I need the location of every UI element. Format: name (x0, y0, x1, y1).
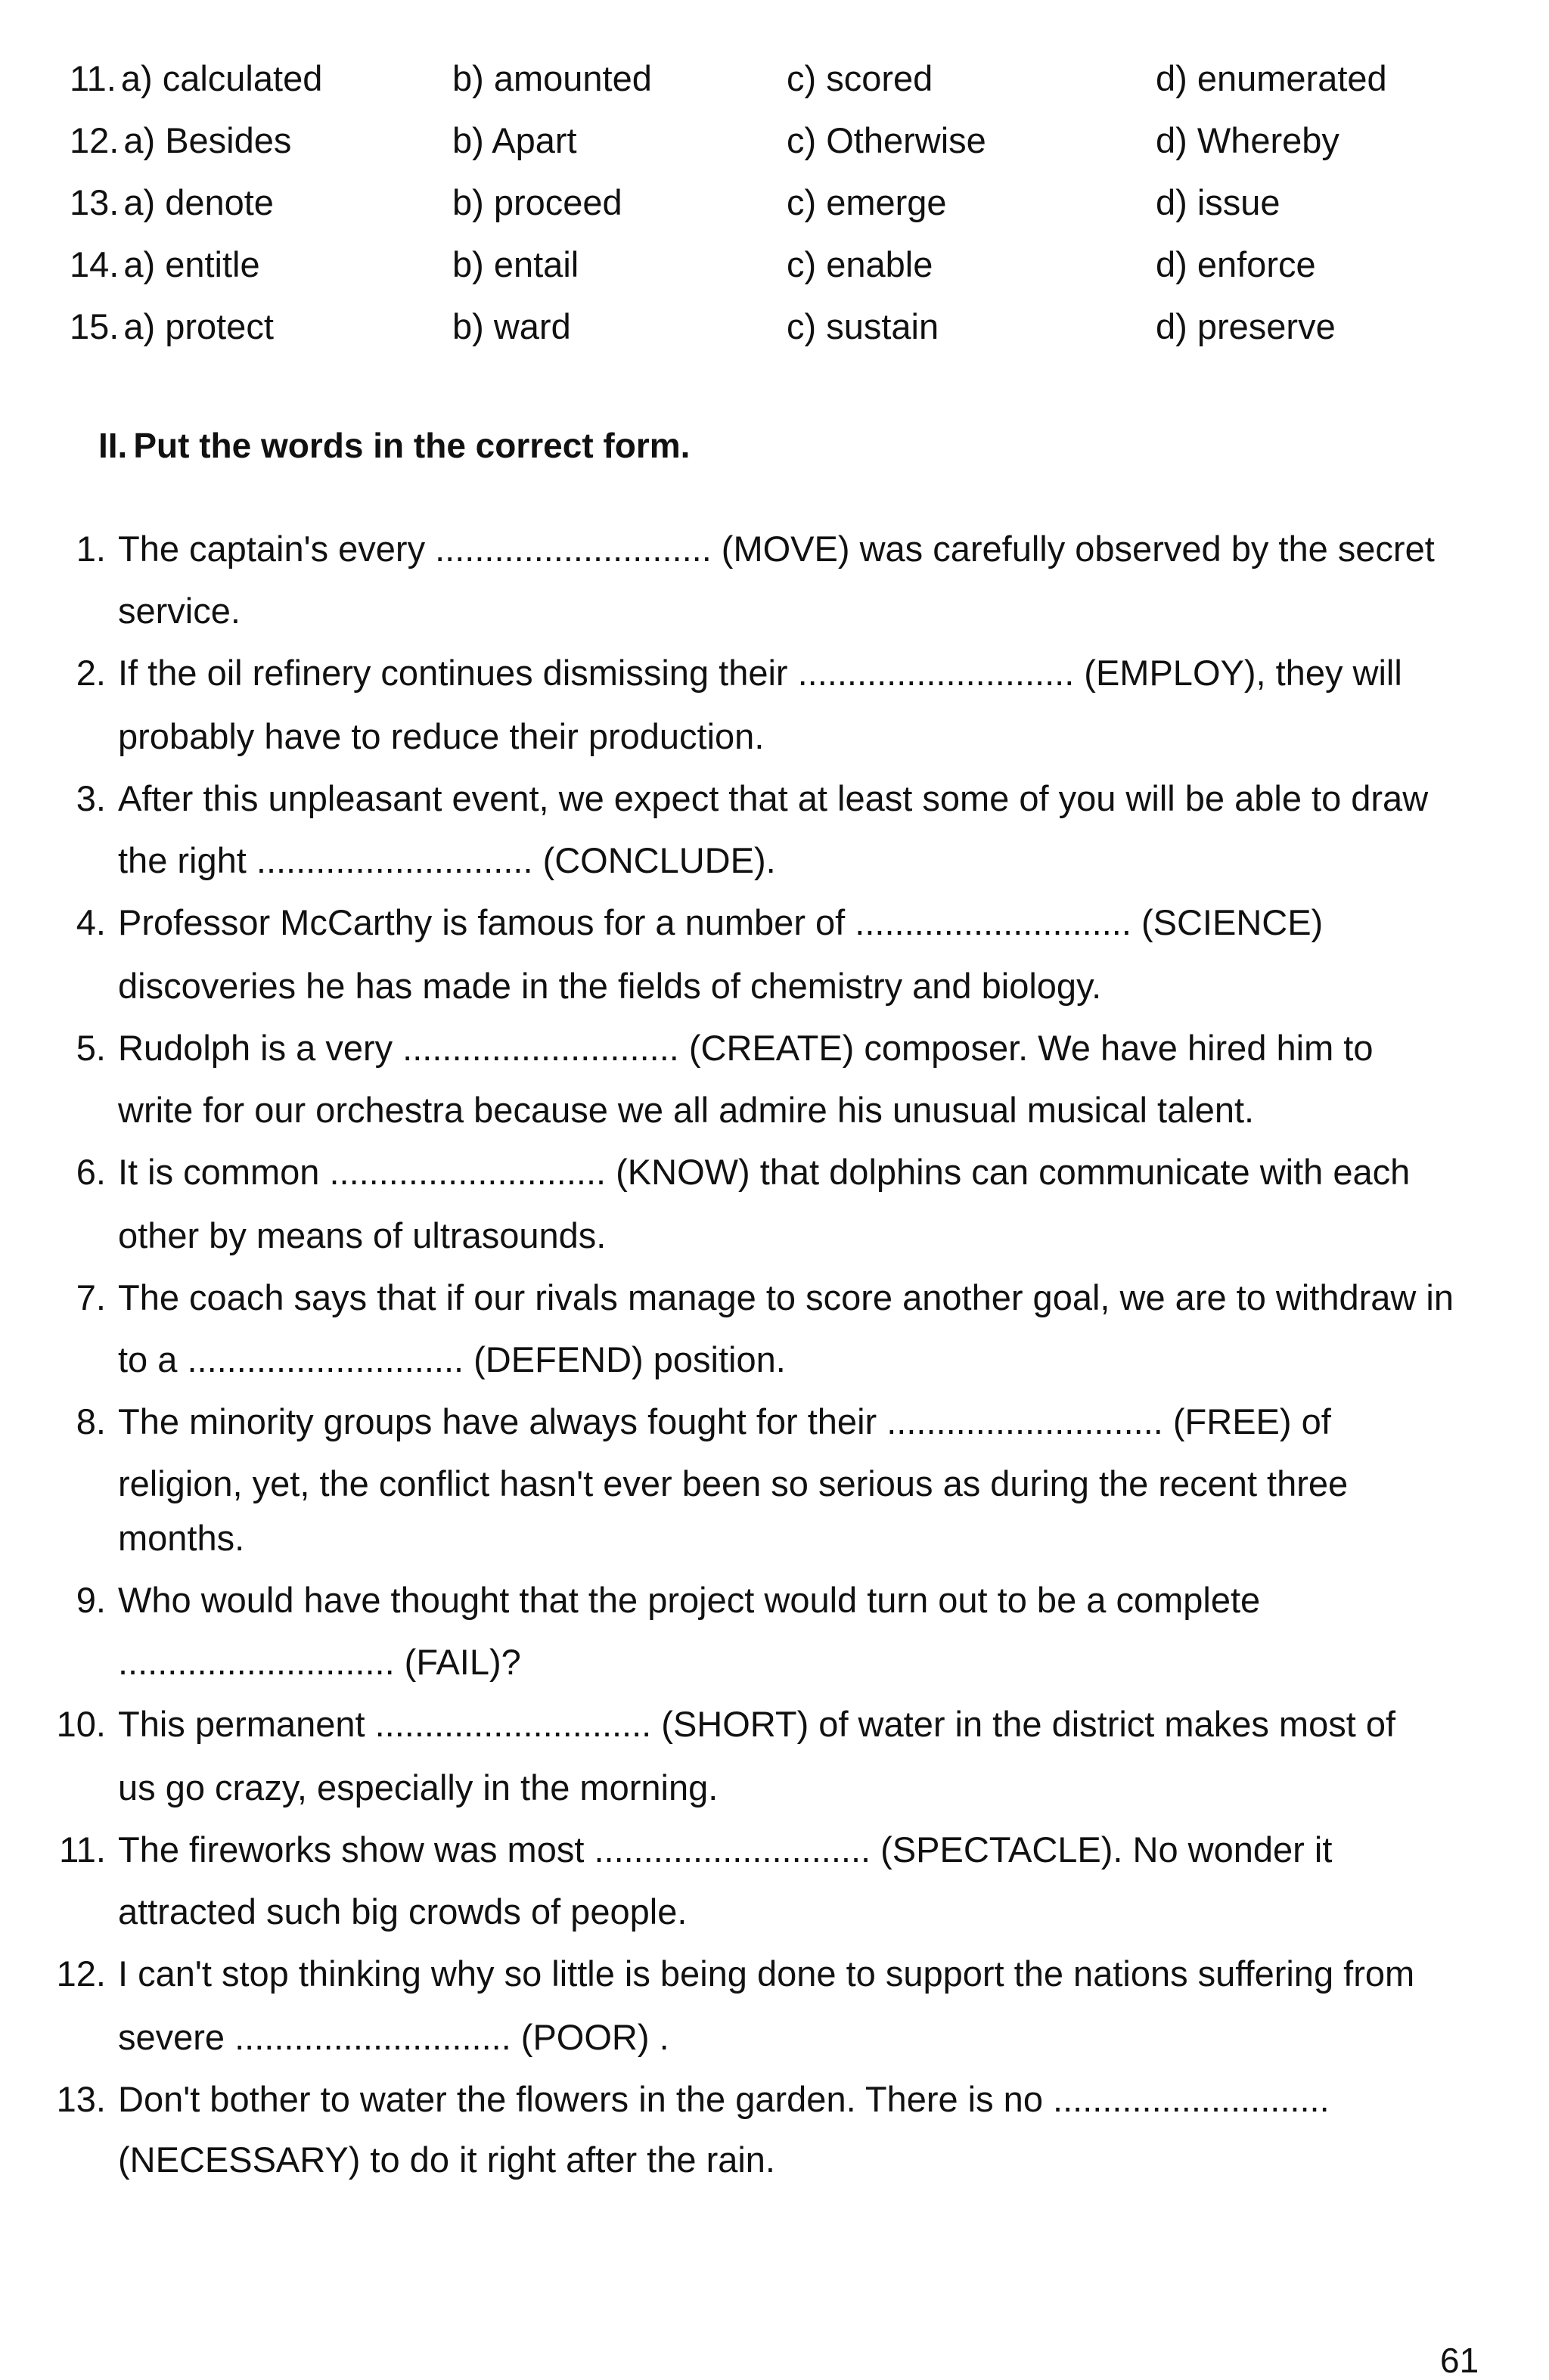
item-number: 6. (76, 1152, 106, 1192)
item-text-line: Professor McCarthy is famous for a number of ............................ (SCIENCE) (118, 902, 1324, 942)
option-d: d) enumerated (1156, 58, 1387, 98)
mc-row (0, 306, 1549, 354)
item-text-line: us go crazy, especially in the morning. (118, 1767, 719, 1807)
item-text-line: ............................ (FAIL)? (118, 1642, 521, 1682)
item-number: 2. (76, 653, 106, 693)
item-number: 9. (76, 1580, 106, 1620)
item-text-line: I can't stop thinking why so little is being done to support the nations suffering from (118, 1953, 1415, 1994)
option-c: c) enable (787, 244, 933, 284)
question-number: 13. (70, 182, 120, 222)
option-b: b) entail (452, 244, 579, 284)
item-text-line: This permanent ............................ (SHORT) of water in the district makes most of (118, 1704, 1396, 1744)
item-number: 8. (76, 1401, 106, 1441)
mc-row (0, 58, 1549, 106)
item-text-line: religion, yet, the conflict hasn't ever been so serious as during the recent three (118, 1463, 1349, 1503)
option-d: d) preserve (1156, 306, 1336, 346)
item-text-line: If the oil refinery continues dismissing their ............................ (EMPLOY), they will (118, 653, 1402, 693)
item-number: 4. (76, 902, 106, 942)
mc-row (0, 120, 1549, 168)
item-text-line: severe ............................ (POOR) . (118, 2017, 669, 2057)
question-number: 11. (70, 58, 116, 98)
section-number: II. (98, 426, 128, 465)
option-a: 14. a) entitle (70, 244, 260, 284)
item-text-line: service. (118, 591, 241, 631)
option-c: c) scored (787, 58, 933, 98)
item-text-line: Don't bother to water the flowers in the garden. There is no ............................ (118, 2079, 1330, 2119)
option-d: d) issue (1156, 182, 1280, 222)
option-a: 12. a) Besides (70, 120, 292, 160)
item-text-line: months. (118, 1518, 245, 1558)
item-text-line: other by means of ultrasounds. (118, 1215, 607, 1255)
option-a: 15. a) protect (70, 306, 274, 346)
item-number: 12. (56, 1953, 106, 1994)
item-text-line: to a ............................ (DEFEND) position. (118, 1339, 786, 1379)
item-number: 3. (76, 778, 106, 818)
question-number: 12. (70, 120, 120, 160)
item-text-line: discoveries he has made in the fields of chemistry and biology. (118, 966, 1102, 1006)
question-number: 14. (70, 244, 120, 284)
item-number: 11. (59, 1829, 106, 1870)
mc-row (0, 244, 1549, 292)
item-text-line: After this unpleasant event, we expect that at least some of you will be able to draw (118, 778, 1429, 818)
item-number: 10. (56, 1704, 106, 1744)
question-number: 15. (70, 306, 120, 346)
option-a: 11. a) calculated (70, 58, 323, 98)
item-text-line: It is common ............................ (KNOW) that dolphins can communicate with each (118, 1152, 1411, 1192)
item-text-line: the right ............................ (CONCLUDE). (118, 840, 776, 880)
option-b: b) ward (452, 306, 571, 346)
item-number: 1. (76, 529, 106, 569)
option-d: d) enforce (1156, 244, 1316, 284)
item-text-line: probably have to reduce their production. (118, 716, 765, 756)
option-c: c) Otherwise (787, 120, 986, 160)
item-text-line: The captain's every ............................ (MOVE) was carefully observed by the secret (118, 529, 1435, 569)
section-heading (98, 428, 690, 463)
mc-row (0, 182, 1549, 230)
item-text-line: The coach says that if our rivals manage to score another goal, we are to withdraw in (118, 1277, 1454, 1317)
item-text-line: (NECESSARY) to do it right after the rain. (118, 2140, 775, 2180)
section-title: Put the words in the correct form. (133, 426, 691, 465)
item-text-line: Who would have thought that the project would turn out to be a complete (118, 1580, 1261, 1620)
item-text-line: Rudolph is a very ............................ (CREATE) composer. We have hired him to (118, 1028, 1374, 1068)
option-a: 13. a) denote (70, 182, 274, 222)
item-text-line: The fireworks show was most ............................ (SPECTACLE). No wonder it (118, 1829, 1333, 1870)
item-number: 13. (56, 2079, 106, 2119)
item-number: 7. (76, 1277, 106, 1317)
option-c: c) sustain (787, 306, 939, 346)
option-b: b) Apart (452, 120, 577, 160)
item-text-line: write for our orchestra because we all admire his unusual musical talent. (118, 1090, 1255, 1130)
page-number: 61 (1440, 2341, 1479, 2380)
item-number: 5. (76, 1028, 106, 1068)
item-text-line: attracted such big crowds of people. (118, 1891, 688, 1932)
option-b: b) proceed (452, 182, 622, 222)
option-b: b) amounted (452, 58, 652, 98)
option-d: d) Whereby (1156, 120, 1339, 160)
option-c: c) emerge (787, 182, 947, 222)
item-text-line: The minority groups have always fought for their ............................ (FREE) of (118, 1401, 1331, 1441)
